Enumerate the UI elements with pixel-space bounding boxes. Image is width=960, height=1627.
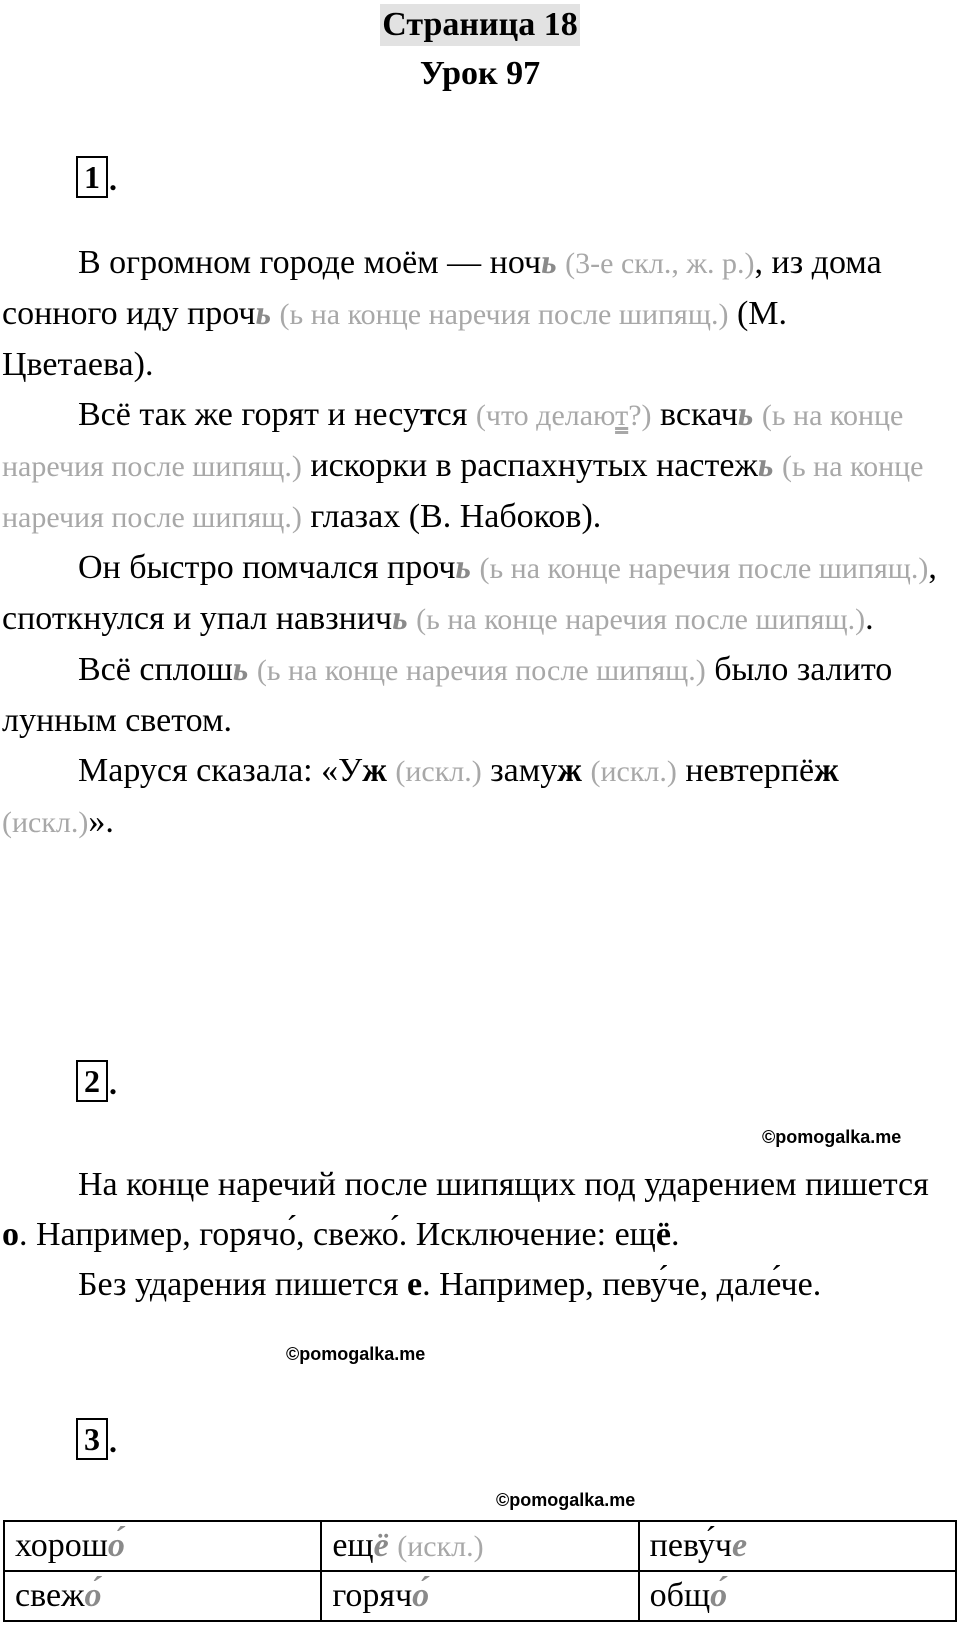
table-cell: общо́ — [639, 1571, 956, 1621]
rule-note: (ь на конце наречия после шипящ.) — [2, 399, 904, 483]
rule-note: (искл.) — [590, 755, 677, 788]
answer-ending: ь — [455, 549, 471, 586]
rule-note: (3-е скл., ж. р.) — [565, 247, 755, 280]
task-1-paragraph: Всё так же горят и несутся (что делают?) вскачь (ь на конце наречия после шипящ.) искорки в распахнутых настежь (ь на конце наречия после шипящ.) глазах (В. Набоков). — [2, 396, 924, 535]
watermark: ©pomogalka.me — [286, 1344, 426, 1364]
table-cell: свежо́ — [4, 1571, 321, 1621]
task-1-paragraph: В огромном городе моём — ночь (3-е скл., ж. р.), из дома сонного иду прочь (ь на конце наречия после шипящ.) (М. Цветаева). — [2, 244, 882, 383]
word-table — [3, 1520, 957, 1622]
task-1-text — [2, 238, 937, 848]
table-row — [4, 1571, 956, 1621]
answer-ending: ь — [232, 651, 249, 688]
answer-ending: ж — [557, 752, 582, 789]
answer-ending: ь — [737, 396, 754, 433]
table-cell: ещё (искл.) — [321, 1521, 638, 1571]
table-cell: певу́че — [639, 1521, 956, 1571]
task-2-paragraph: Без ударения пишется е. Например, певу́че, дале́че. — [78, 1266, 822, 1303]
task-3-number: 3 . — [76, 1418, 117, 1460]
page-title: Страница 18 — [380, 4, 579, 46]
task-1-paragraph: Маруся сказала: «Уж (искл.) замуж (искл.) невтерпёж (искл.)». — [2, 752, 839, 840]
answer-ending: ь — [255, 295, 272, 332]
rule-note: (ь на конце наречия после шипящ.) — [479, 552, 929, 585]
rule-note: (ь на конце наречия после шипящ.) — [256, 654, 706, 687]
task-2-paragraph: На конце наречий после шипящих под ударением пишется о. Например, горячо́, свежо́. Исключение: ещё. — [2, 1166, 929, 1253]
task-2-text — [2, 1160, 937, 1310]
table-cell: хорошо́ — [4, 1521, 321, 1571]
rule-note: (искл.) — [2, 806, 89, 839]
task-1-paragraph: Он быстро помчался прочь (ь на конце наречия после шипящ.), споткнулся и упал навзничь (ь на конце наречия после шипящ.). — [2, 549, 937, 637]
answer-ending: ж — [362, 752, 387, 789]
watermark: ©pomogalka.me — [762, 1127, 902, 1147]
rule-note: (что делают?) — [475, 399, 652, 432]
rule-note: (ь на конце наречия после шипящ.) — [2, 450, 924, 534]
header — [0, 0, 960, 96]
task-1-paragraph: Всё сплошь (ь на конце наречия после шипящ.) было залито лунным светом. — [2, 651, 893, 739]
rule-note: (искл.) — [395, 755, 482, 788]
lesson-title: Урок 97 — [419, 55, 541, 92]
answer-ending: ь — [541, 244, 557, 281]
rule-note: (ь на конце наречия после шипящ.) — [416, 603, 866, 636]
answer-ending: ь — [757, 447, 774, 484]
watermark: ©pomogalka.me — [496, 1490, 636, 1510]
table-cell: горячо́ — [321, 1571, 638, 1621]
answer-ending: ь — [392, 600, 408, 637]
task-2-number: 2 . — [76, 1060, 117, 1102]
rule-note: (ь на конце наречия после шипящ.) — [279, 298, 729, 331]
answer-ending: ж — [814, 752, 839, 789]
task-1-number: 1 . — [76, 156, 117, 198]
table-row — [4, 1521, 956, 1571]
